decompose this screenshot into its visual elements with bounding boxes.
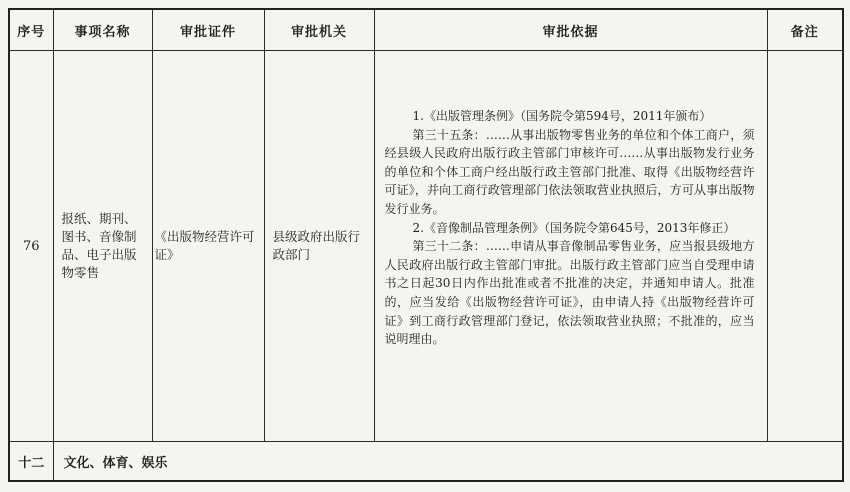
row-approval-basis [374, 51, 767, 442]
row-authority: 县级政府出版行政部门 [264, 51, 374, 442]
category-row [9, 442, 843, 482]
row-notes [767, 51, 843, 442]
row-seq: 76 [9, 51, 53, 442]
approval-items-table [8, 8, 844, 482]
header-authority: 审批机关 [264, 9, 374, 51]
header-basis: 审批依据 [374, 9, 767, 51]
header-name: 事项名称 [53, 9, 152, 51]
row-item-name: 报纸、期刊、图书、音像制品、电子出版物零售 [53, 51, 152, 442]
basis-law-2: 2.《音像制品管理条例》（国务院令第645号，2013年修正） [412, 220, 736, 235]
category-label: 文化、体育、娱乐 [53, 442, 843, 482]
basis-clause-1: 第三十五条：……从事出版物零售业务的单位和个体工商户，须经县级人民政府出版行政主管部门审核许可……从事出版物发行业务的单位和个体工商户经出版行政主管部门批准、取得《出版物经营许可证》，并向工商行政管理部门依法领取营业执照后，方可从事出版物发行业务。 [384, 127, 755, 216]
header-notes: 备注 [767, 9, 843, 51]
header-certificate: 审批证件 [152, 9, 264, 51]
basis-clause-2: 第三十二条：……申请从事音像制品零售业务，应当报县级地方人民政府出版行政主管部门审批。出版行政主管部门应当自受理申请书之日起30日内作出批准或者不批准的决定，并通知申请人。批准的，应当发给《出版物经营许可证》，由申请人持《出版物经营许可证》到工商行政管理部门登记，依法领取营业执照；不批准的，应当说明理由。 [384, 239, 755, 347]
header-seq: 序号 [9, 9, 53, 51]
table-row [9, 51, 843, 442]
category-number: 十二 [9, 442, 53, 482]
row-certificate: 《出版物经营许可证》 [152, 51, 264, 442]
basis-law-1: 1.《出版管理条例》（国务院令第594号，2011年颁布） [412, 109, 712, 123]
table-header-row [9, 9, 843, 51]
